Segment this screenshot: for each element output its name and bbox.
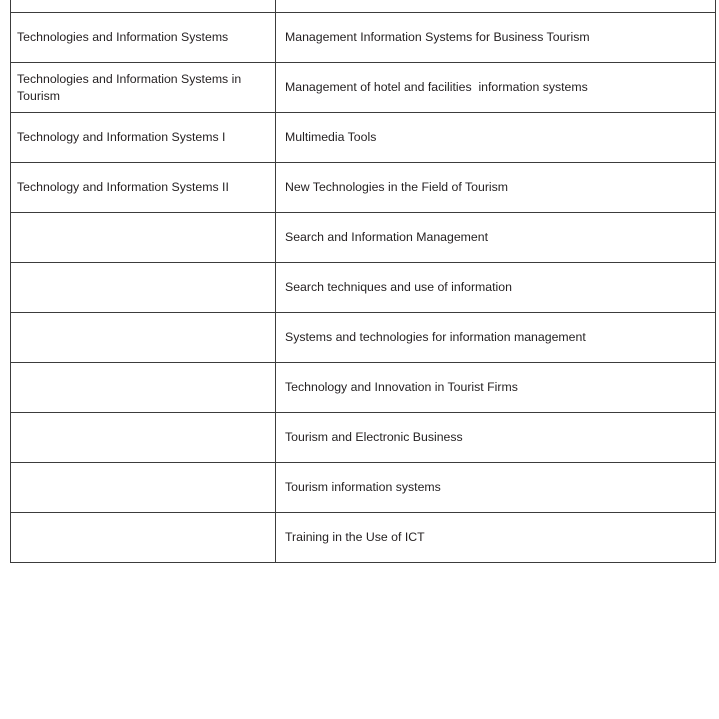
- table-row: [11, 0, 716, 13]
- table-cell-right: [276, 0, 716, 13]
- table-row: [11, 413, 716, 463]
- cell-label: Multimedia Tools: [285, 130, 377, 145]
- cell-label: Technology and Information Systems II: [17, 180, 229, 195]
- table-cell-right: [276, 263, 716, 313]
- cell-label: Technologies and Information Systems in Tourism: [17, 71, 245, 103]
- table-row: [11, 263, 716, 313]
- cell-label: New Technologies in the Field of Tourism: [285, 180, 509, 195]
- table-row: [11, 113, 716, 163]
- cell-label: Technology and Information Systems I: [17, 130, 226, 145]
- table-cell-left: [11, 63, 276, 113]
- table-cell-right: [276, 513, 716, 563]
- table-row: [11, 63, 716, 113]
- table-cell-right: [276, 363, 716, 413]
- cell-label: Search and Information Management: [285, 230, 489, 245]
- table-body: [11, 0, 716, 563]
- table-cell-left: [11, 263, 276, 313]
- table-row: [11, 513, 716, 563]
- cell-label: Technologies and Information Systems: [17, 30, 229, 45]
- table-cell-left: [11, 163, 276, 213]
- table-cell-left: [11, 13, 276, 63]
- table-row: [11, 13, 716, 63]
- table-cell-right: [276, 413, 716, 463]
- table-cell-left: [11, 363, 276, 413]
- table-cell-left: [11, 113, 276, 163]
- table-row: [11, 363, 716, 413]
- table-cell-right: [276, 113, 716, 163]
- cell-label: Tourism information systems: [285, 480, 441, 495]
- course-table: [10, 0, 716, 563]
- table-row: [11, 213, 716, 263]
- table-row: [11, 313, 716, 363]
- cell-label: Technology and Innovation in Tourist Firms: [285, 380, 518, 395]
- table-cell-left: [11, 463, 276, 513]
- table-cell-right: [276, 13, 716, 63]
- cell-label: Management Information Systems for Business Tourism: [285, 30, 590, 45]
- table-cell-right: [276, 63, 716, 113]
- table-cell-left: [11, 313, 276, 363]
- cell-label: Management of hotel and facilities information systems: [285, 80, 588, 95]
- table-cell-left: [11, 413, 276, 463]
- table-cell-left: [11, 213, 276, 263]
- table-cell-left: [11, 0, 276, 13]
- table-cell-right: [276, 313, 716, 363]
- table-cell-right: [276, 463, 716, 513]
- table-cell-right: [276, 213, 716, 263]
- cell-label: Systems and technologies for information management: [285, 330, 586, 345]
- table-cell-right: [276, 163, 716, 213]
- table-row: [11, 163, 716, 213]
- cell-label: Training in the Use of ICT: [285, 530, 425, 545]
- table-row: [11, 463, 716, 513]
- table-cell-left: [11, 513, 276, 563]
- cell-label: Search techniques and use of information: [285, 280, 512, 295]
- cell-label: Tourism and Electronic Business: [285, 430, 463, 445]
